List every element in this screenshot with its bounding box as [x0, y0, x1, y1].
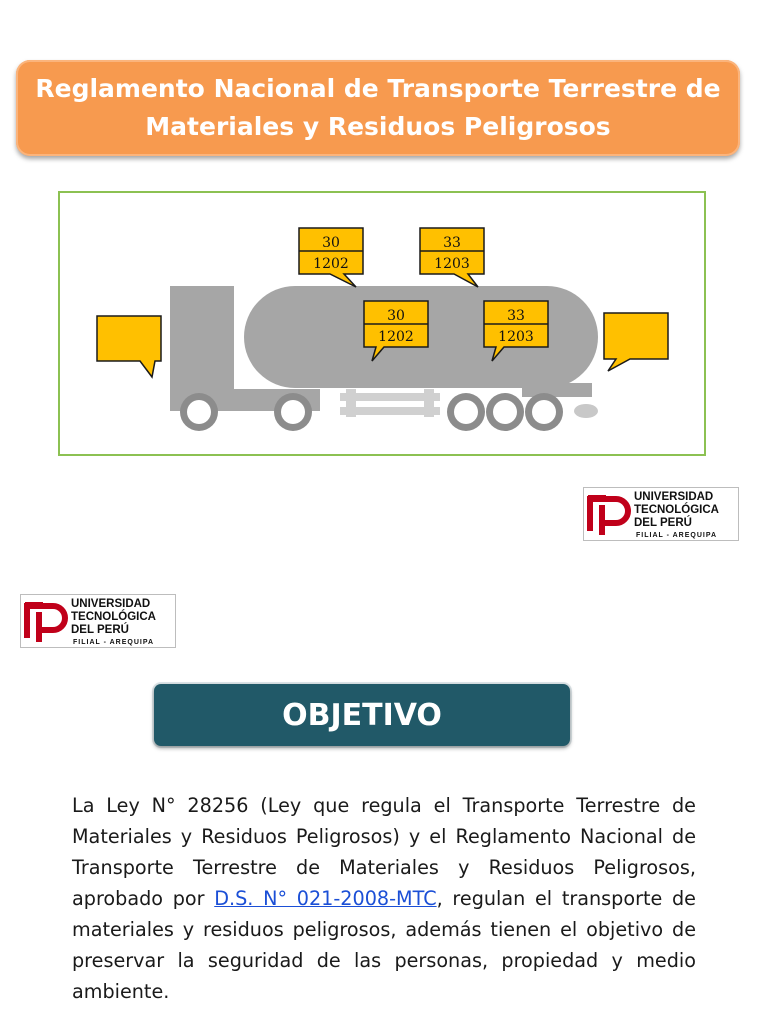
- page-title: Reglamento Nacional de Transporte Terrestre de Materiales y Residuos Peligrosos: [35, 74, 721, 141]
- objective-banner: [154, 684, 570, 746]
- logo-line-2: TECNOLÓGICA: [71, 611, 156, 623]
- placard-un-number: 1202: [313, 256, 349, 272]
- placard-hazard-number: 30: [322, 235, 340, 251]
- decree-link[interactable]: D.S. N° 021-2008-MTC: [214, 887, 437, 910]
- utp-logo-mark-icon: [586, 491, 634, 537]
- wheel: [447, 393, 485, 431]
- paragraph-text-start: La Ley N° 28256 (Ley que regula el Transporte Terrestre de Materiales y Residuos Peligrosos) y el Reglamento Nacional de Transporte Terrestre de Materiales y Residuos Peligrosos, aprobado por: [72, 794, 696, 910]
- objective-paragraph: [72, 790, 696, 1007]
- wheel: [274, 393, 312, 431]
- tanker-diagram: [58, 191, 706, 456]
- title-banner: [16, 60, 740, 156]
- logo-line-3: DEL PERÚ: [71, 624, 129, 636]
- wheel: [525, 393, 563, 431]
- blank-placard-front: [97, 316, 161, 377]
- placard-un-number: 1203: [434, 256, 470, 272]
- logo-line-2: TECNOLÓGICA: [634, 504, 719, 516]
- objective-heading: OBJETIVO: [282, 697, 442, 733]
- placard-un-number: 1203: [498, 329, 534, 345]
- placard-un-number: 1202: [378, 329, 414, 345]
- logo-line-3: DEL PERÚ: [634, 517, 692, 529]
- paragraph-text-end: , regulan el transporte de materiales y residuos peligrosos, además tienen el objetivo de preservar la seguridad de las personas, propiedad y medio ambiente.: [72, 887, 696, 1003]
- placard-hazard-number: 33: [443, 235, 461, 251]
- logo-line-1: UNIVERSIDAD: [71, 598, 151, 610]
- blank-placard-rear: [604, 313, 668, 371]
- tail-light: [574, 404, 598, 418]
- wheel: [486, 393, 524, 431]
- utp-logo-mark-icon: [23, 598, 71, 644]
- placard-hazard-number: 30: [387, 308, 405, 324]
- trailer-frame: [340, 389, 440, 417]
- wheel: [180, 393, 218, 431]
- logo-line-4: FILIAL - AREQUIPA: [73, 639, 155, 646]
- university-logo: [20, 594, 176, 648]
- placard-hazard-number: 33: [507, 308, 525, 324]
- logo-line-4: FILIAL - AREQUIPA: [636, 532, 718, 539]
- university-logo: [583, 487, 739, 541]
- tanker-truck-illustration: [60, 193, 704, 454]
- placard-2: [420, 228, 484, 287]
- logo-line-1: UNIVERSIDAD: [634, 491, 714, 503]
- placard-1: [299, 228, 363, 287]
